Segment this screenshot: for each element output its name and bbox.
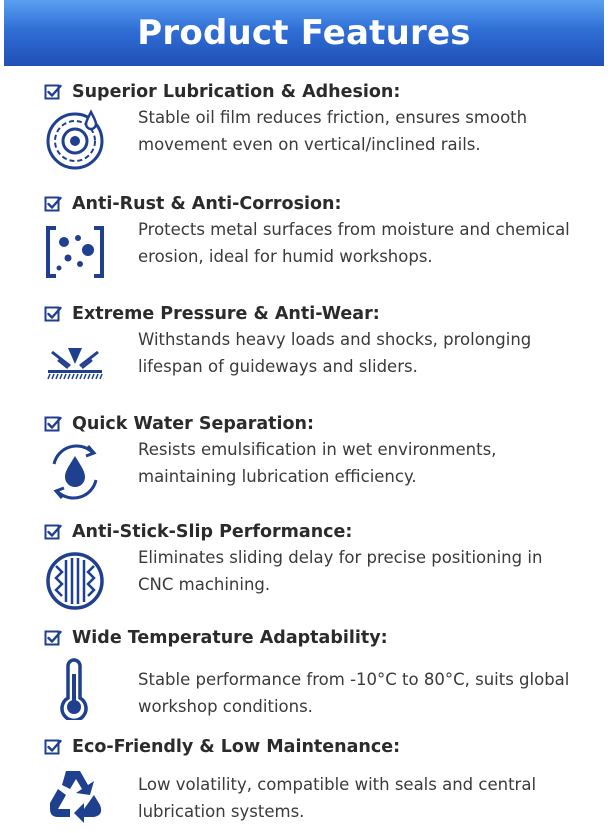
feature-heading: [44, 412, 314, 436]
feature-heading: [44, 735, 400, 759]
checkbox-icon: [44, 523, 62, 541]
pressure-impact-icon: [44, 330, 106, 392]
feature-heading: [44, 626, 388, 650]
feature-description: Low volatility, compatible with seals and central lubrication systems.: [138, 775, 537, 821]
page-title: Product Features: [137, 13, 471, 53]
corroded-panel-icon: [44, 220, 106, 282]
feature-description: Withstands heavy loads and shocks, prolonging lifespan of guideways and sliders.: [138, 330, 532, 376]
recycle-icon: [44, 765, 106, 827]
feature-description: Stable performance from -10°C to 80°C, suits global workshop conditions.: [138, 670, 570, 716]
feature-description: Protects metal surfaces from moisture and chemical erosion, ideal for humid workshops.: [138, 220, 570, 266]
feature-title: Wide Temperature Adaptability:: [72, 628, 388, 648]
header-banner: [4, 0, 604, 66]
checkbox-icon: [44, 195, 62, 213]
feature-heading: [44, 192, 341, 216]
feature-description: Resists emulsification in wet environments, maintaining lubrication efficiency.: [138, 440, 497, 486]
feature-heading: [44, 302, 380, 326]
thermometer-icon: [44, 658, 106, 720]
checkbox-icon: [44, 738, 62, 756]
feature-title: Anti-Stick-Slip Performance:: [72, 522, 353, 542]
checkbox-icon: [44, 305, 62, 323]
feature-description: Stable oil film reduces friction, ensures smooth movement even on vertical/inclined rails.: [138, 108, 528, 154]
checkbox-icon: [44, 415, 62, 433]
feature-description: Eliminates sliding delay for precise positioning in CNC machining.: [138, 548, 543, 594]
feature-heading: [44, 80, 400, 104]
feature-title: Quick Water Separation:: [72, 414, 314, 434]
feature-title: Eco-Friendly & Low Maintenance:: [72, 737, 401, 757]
water-cycle-icon: [44, 440, 106, 502]
feature-title: Anti-Rust & Anti-Corrosion:: [72, 194, 342, 214]
checkbox-icon: [44, 629, 62, 647]
gear-oil-drop-icon: [44, 108, 106, 170]
slip-pattern-icon: [44, 548, 106, 610]
checkbox-icon: [44, 83, 62, 101]
feature-title: Superior Lubrication & Adhesion:: [72, 82, 401, 102]
feature-heading: [44, 520, 352, 544]
feature-title: Extreme Pressure & Anti-Wear:: [72, 304, 380, 324]
